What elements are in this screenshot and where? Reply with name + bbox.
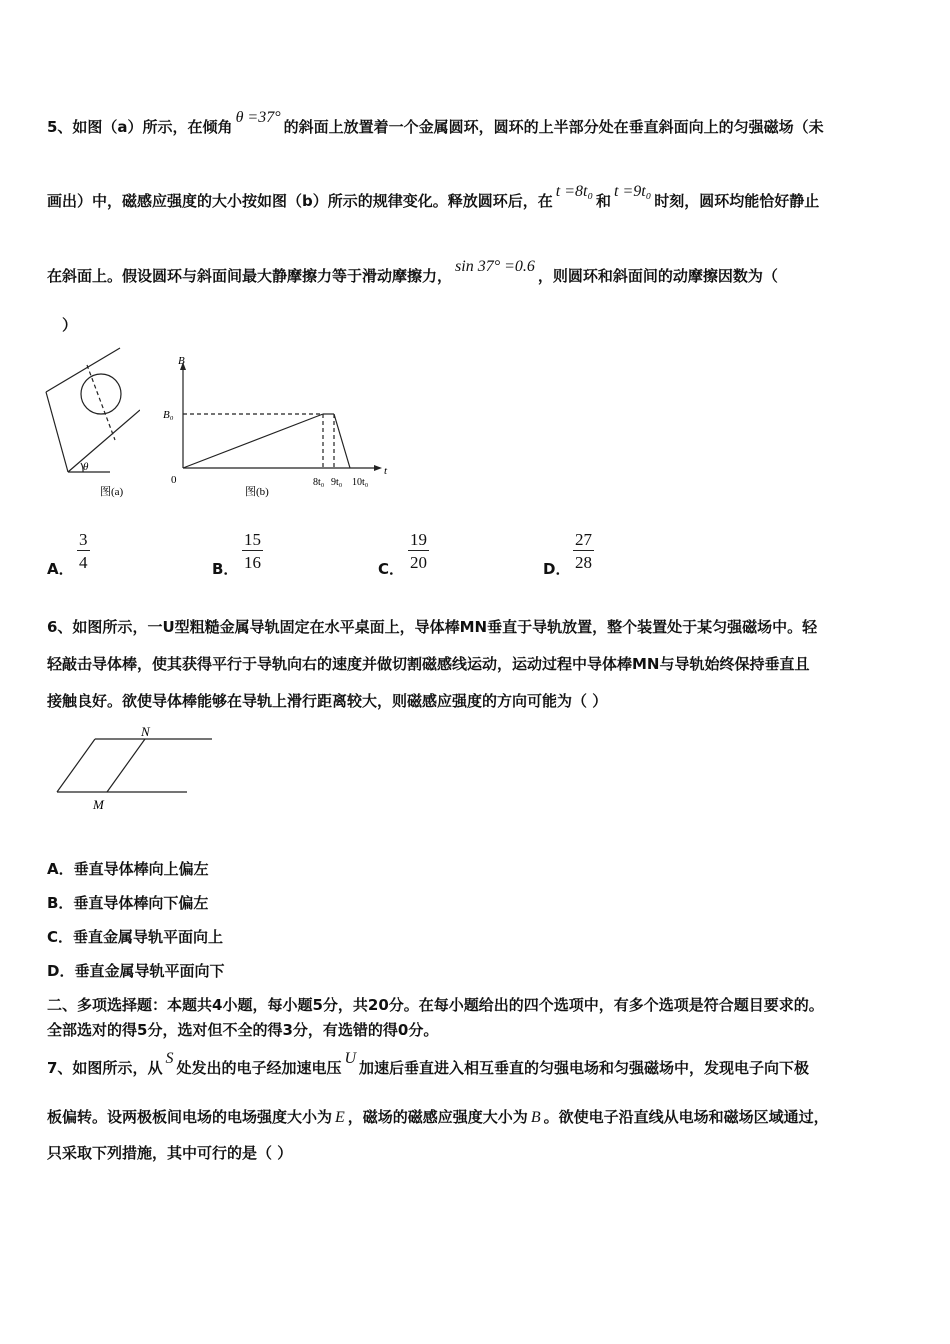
q5-line-2 [47,183,820,211]
q6-line-3: 接触良好。欲使导体棒能够在导轨上滑行距离较大，则磁感应强度的方向可能为（ ） [47,692,608,710]
option-letter: B． [212,560,239,578]
q7-line-2 [47,1106,829,1127]
q7-symbol-s: S [165,1050,174,1067]
q6-option-c[interactable]: C．垂直金属导轨平面向上 [47,928,224,946]
fig-b-tick-8t0: 8t₀ [313,477,325,488]
q7-text-1a: 7、如图所示，从 [47,1059,163,1077]
q6-line-1: 6、如图所示，一U型粗糙金属导轨固定在水平桌面上，导体棒MN垂直于导轨放置，整个装置处于某匀强磁场中。轻 [47,618,818,636]
q5-text-2a: 画出）中，磁感应强度的大小按如图（b）所示的规律变化。释放圆环后，在 [47,192,553,210]
option-fraction: $\frac{3}{4}$ [79,530,88,572]
q6-label-m: M [93,797,104,812]
q5-sin-formula: sin 37° =0.6 [455,258,535,275]
fig-b-ramp-line [183,414,323,468]
fig-b-origin-label: 0 [171,474,177,486]
option-letter: A． [47,560,74,578]
fig-b-y-label: B [178,355,185,367]
fig-a-incline-left-edge [46,392,68,472]
q6-option-b[interactable]: B．垂直导体棒向下偏左 [47,894,209,912]
q7-text-1b: 处发出的电子经加速电压 [176,1059,342,1077]
q7-symbol-u: U [344,1050,357,1067]
section2-line-2: 全部选对的得5分，选对但不全的得3分，有选错的得0分。 [47,1021,439,1039]
q5-figure-b [158,350,398,505]
fig-a-caption: 图(a) [100,486,124,498]
q6-option-a[interactable]: A．垂直导体棒向上偏左 [47,860,209,878]
q6-label-n: N [141,724,150,739]
q5-line-3 [47,258,778,286]
q5-figure-a [40,340,140,505]
option-letter: D． [543,560,571,578]
q7-text-2a: 板偏转。设两极板间电场的电场强度大小为 [47,1108,333,1126]
fig-b-tick-10t0: 10t₀ [352,477,369,488]
fig-b-x-arrow [374,465,382,471]
q7-text-2c: 。欲使电子沿直线从电场和磁场区域通过， [543,1108,829,1126]
fig-a-incline-bottom-edge [68,410,140,472]
q6-rail-figure [50,722,220,817]
q7-symbol-b: B [530,1109,541,1126]
q5-line-1 [47,109,824,137]
option-fraction: $\frac{15}{16}$ [244,530,261,572]
option-fraction: $\frac{19}{20}$ [410,530,427,572]
fig-b-tick-9t0: 9t₀ [331,477,343,488]
q6-option-d[interactable]: D．垂直金属导轨平面向下 [47,962,225,980]
q7-line-1 [47,1050,810,1078]
q5-theta-formula: θ =37° [235,109,281,126]
q7-symbol-e: E [335,1109,345,1126]
section2-line-1: 二、多项选择题：本题共4小题，每小题5分，共20分。在每小题给出的四个选项中，有多个选项是符合题目要求的。 [47,996,824,1014]
q5-line-4: ） [62,316,78,334]
fig-b-drop-line [334,414,350,468]
fig-a-theta-label: θ [83,461,89,473]
fig-b-caption: 图(b) [245,486,269,498]
fig-a-ring [81,374,121,414]
option-fraction: $\frac{27}{28}$ [575,530,592,572]
q5-t1-formula: t =8t₀ [555,183,593,200]
q7-text-1c: 加速后垂直进入相互垂直的匀强电场和匀强磁场中，发现电子向下极 [359,1059,810,1077]
q6-line-2: 轻敲击导体棒，使其获得平行于导轨向右的速度并做切割磁感线运动，运动过程中导体棒MN与导轨始终保持垂直且 [47,655,810,673]
q7-line-3: 只采取下列措施，其中可行的是（ ） [47,1144,293,1162]
fig-b-b0-label: B₀ [163,409,174,421]
q5-text-3b: ，则圆环和斜面间的动摩擦因数为（ [537,267,778,285]
q5-text-3a: 在斜面上。假设圆环与斜面间最大静摩擦力等于滑动摩擦力， [47,267,453,285]
fig-b-x-label: t [384,465,388,477]
q7-text-2b: ，磁场的磁感应强度大小为 [347,1108,528,1126]
q5-text-and: 和 [596,192,612,210]
q5-text-2b: 时刻，圆环均能恰好静止 [654,192,820,210]
q6-rail-connector [57,739,95,792]
q6-conductor-mn [107,739,145,792]
q5-text-1b: 的斜面上放置着一个金属圆环，圆环的上半部分处在垂直斜面向上的匀强磁场（未 [283,118,824,136]
q5-text-1a: 5、如图（a）所示，在倾角 [47,118,233,136]
option-letter: C． [378,560,405,578]
q5-t2-formula: t =9t₀ [614,183,652,200]
